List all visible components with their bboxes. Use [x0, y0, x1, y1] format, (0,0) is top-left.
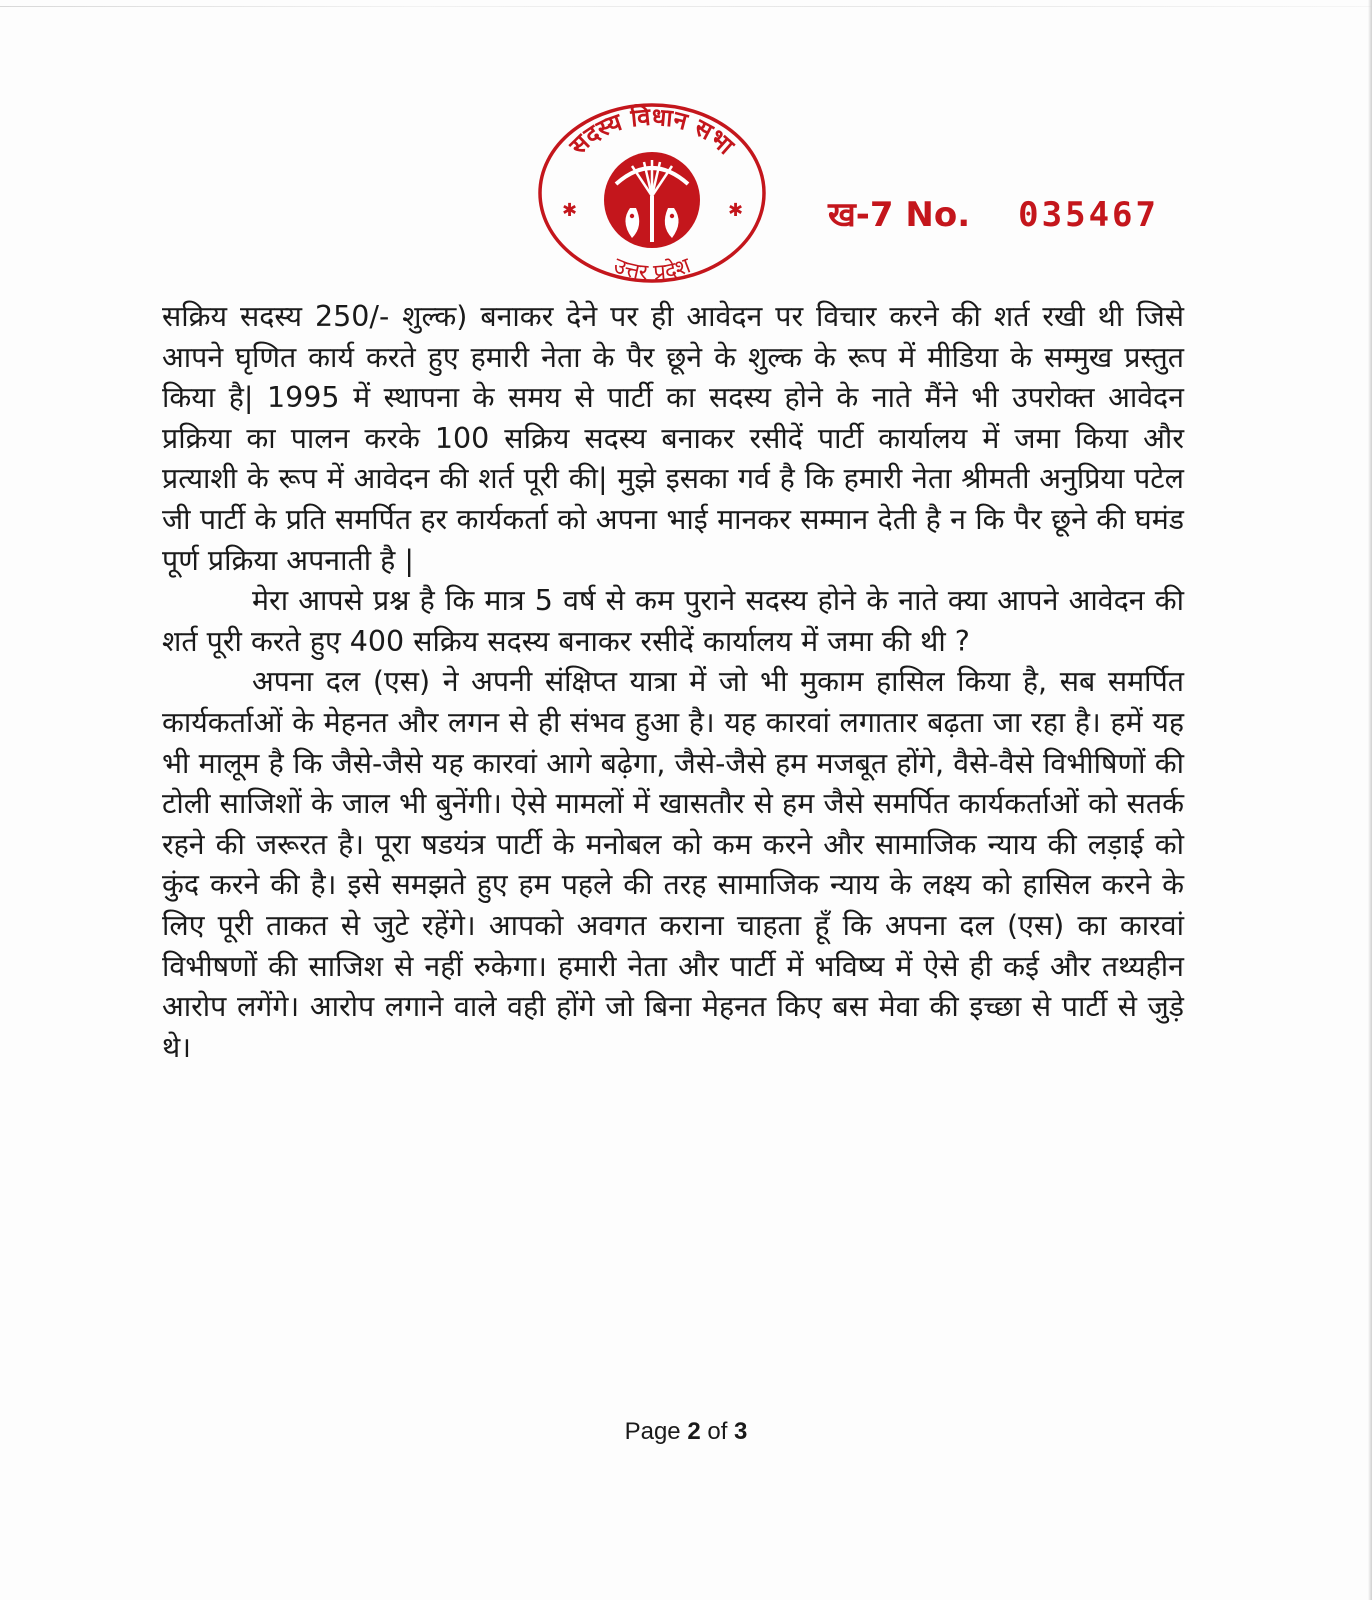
letter-body: [162, 297, 1184, 1068]
paragraph-1: सक्रिय सदस्य 250/- शुल्क) बनाकर देने पर ही आवेदन पर विचार करने की शर्त रखी थी जिसे आपने घृणित कार्य करते हुए हमारी नेता के पैर छूने के शुल्क के रूप में मीडिया के सम्मुख प्रस्तुत किया है| 1995 में स्थापना के समय से पार्टी का सदस्य होने के नाते मैंने भी उपरोक्त आवेदन प्रक्रिया का पालन करके 100 सक्रिय सदस्य बनाकर रसीदें पार्टी कार्यालय में जमा किया और प्रत्याशी के रूप में आवेदन की शर्त पूरी की| मुझे इसका गर्व है कि हमारी नेता श्रीमती अनुप्रिया पटेल जी पार्टी के प्रति समर्पित हर कार्यकर्ता को अपना भाई मानकर सम्मान देती है न कि पैर छूने की घमंड पूर्ण प्रक्रिया अपनाती है |: [162, 300, 1184, 577]
seal-bottom-text: उत्तर प्रदेश: [609, 253, 695, 286]
seal-star-left-icon: ✱: [562, 200, 578, 221]
page-word: Page: [624, 1418, 681, 1445]
page-current: 2: [687, 1418, 701, 1445]
page-indicator: [0, 1418, 1372, 1446]
serial-value: 035467: [1018, 195, 1159, 235]
scan-edge-right: [1368, 0, 1372, 1600]
seal-star-right-icon: ✱: [728, 200, 744, 221]
serial-number: [828, 190, 1159, 236]
scan-edge-top: [0, 6, 1372, 7]
paragraph-2: मेरा आपसे प्रश्न है कि मात्र 5 वर्ष से कम पुराने सदस्य होने के नाते क्या आपने आवेदन की शर्त पूरी करते हुए 400 सक्रिय सदस्य बनाकर रसीदें कार्यालय में जमा की थी ?: [162, 584, 1184, 658]
emblem-icon: [604, 152, 700, 248]
seal-top-text: सदस्य विधान सभा: [564, 102, 740, 161]
serial-prefix: ख-7 No.: [828, 195, 971, 235]
page-of-word: of: [707, 1418, 728, 1445]
assembly-seal-logo: [536, 100, 768, 286]
paragraph-3: अपना दल (एस) ने अपनी संक्षिप्त यात्रा में जो भी मुकाम हासिल किया है, सब समर्पित कार्यकर्ताओं के मेहनत और लगन से ही संभव हुआ है। यह कारवां लगातार बढ़ता जा रहा है। हमें यह भी मालूम है कि जैसे-जैसे यह कारवां आगे बढ़ेगा, जैसे-जैसे हम मजबूत होंगे, वैसे-वैसे विभीषिणों की टोली साजिशों के जाल भी बुनेंगी। ऐसे मामलों में खासतौर से हम जैसे समर्पित कार्यकर्ताओं को सतर्क रहने की जरूरत है। पूरा षडयंत्र पार्टी के मनोबल को कम करने और सामाजिक न्याय की लड़ाई को कुंद करने की है। इसे समझते हुए हम पहले की तरह सामाजिक न्याय के लक्ष्य को हासिल करने के लिए पूरी ताकत से जुटे रहेंगे। आपको अवगत कराना चाहता हूँ कि अपना दल (एस) का कारवां विभीषणों की साजिश से नहीं रुकेगा। हमारी नेता और पार्टी में भविष्य में ऐसे ही कई और तथ्यहीन आरोप लगेंगे। आरोप लगाने वाले वही होंगे जो बिना मेहनत किए बस मेवा की इच्छा से पार्टी से जुड़े थे।: [162, 665, 1184, 1064]
page-total: 3: [734, 1418, 748, 1445]
